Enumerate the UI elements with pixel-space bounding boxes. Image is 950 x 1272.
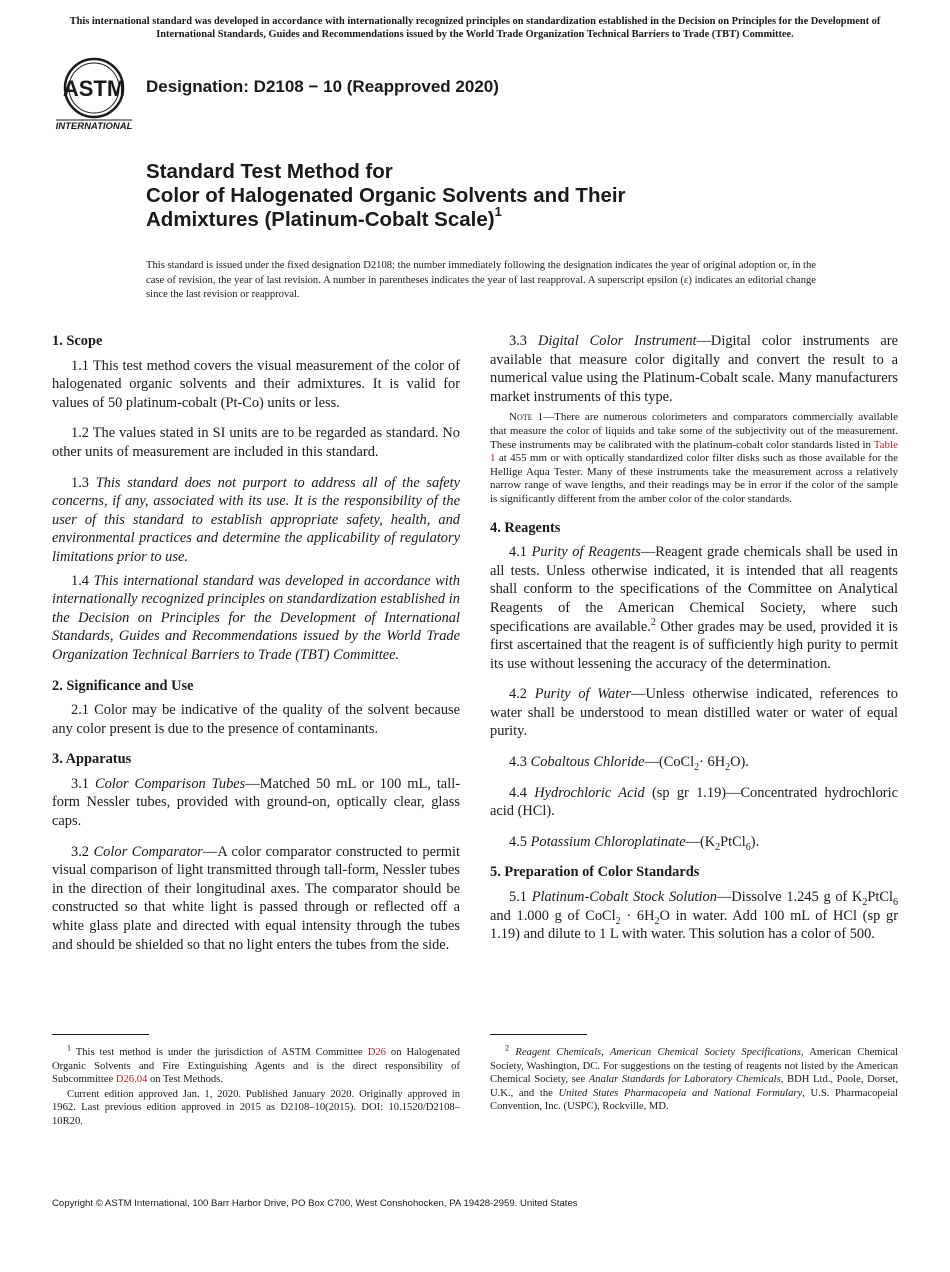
- document-title: [146, 160, 866, 232]
- paragraph-2-1: 2.1 Color may be indicative of the quality of the solvent because any color present is due to the presence of contaminants.: [52, 702, 460, 737]
- paragraph-4-5: 4.5 Potassium $Chloroplatinate—(K_2PtCl_6)$.: [509, 833, 760, 853]
- paragraph-1-3: 1.3 This standard does not purport to address all of the safety concerns, if any, associated with its use. It is the responsibility of the user of this standard to establish appropriate safety, health, and environmental practices and determine the applicability of regulatory limitations prior to use.: [52, 474, 460, 565]
- table-1-link[interactable]: Table 1: [490, 438, 898, 465]
- footnote-2-mark: 2: [650, 616, 656, 628]
- paragraph-4-4: 4.4 Hydrochloric Acid (sp gr 1.19)—Concentrated hydrochloric acid (HCl).: [490, 784, 898, 820]
- issuance-statement: This standard is issued under the fixed designation D2108; the number immediately following the designation indicates the year of original adoption or, in the case of revision, the year of last revision. A number in parentheses indicates the year of last reapproval. A superscript epsilon (ε) indicates an editorial change since the last revision or reapproval.: [146, 260, 816, 300]
- designation: Designation: D2108 − 10 (Reapproved 2020): [146, 77, 499, 96]
- paragraph-4-3: 4.3 Cobaltous Chloride—(CoCl$_2$· $6H_2O$).: [509, 754, 749, 773]
- astm-logo-icon: [52, 56, 136, 132]
- paragraph-3-3: 3.3 Digital Color Instrument—Digital color instruments are available that measure color digitally and convert the result to a numerical value using the Platinum-Cobalt scale. Many manufacturers market instruments of this type.: [490, 333, 898, 405]
- footnote-1: [52, 1043, 460, 1130]
- paragraph-3-1: 3.1 Color Comparison Tubes—Matched 50 mL or 100 mL, tall-form Nessler tubes, provided with ground-on, optically clear, glass caps.: [52, 775, 460, 830]
- paragraph-1-2: 1.2 The values stated in SI units are to be regarded as standard. No other units of measurement are included in this standard.: [52, 425, 460, 460]
- note-1: Note 1—There are numerous colorimeters and comparators commercially available that measure the color of liquids and take some of the subjectivity out of the measurement. These instruments may be calibrated with the platinum-cobalt color standards listed in Table 1 at 455 mm or with optically standardized color filter disks such as those available for the Hellige Aqua Tester. Many of these instruments take the measurement across a relatively narrow range of wave lengths, and their readings may be in error if the color of the sample is significantly different from the amber color of the color standards.: [490, 411, 898, 505]
- subcommittee-d26-04-link[interactable]: D26.04: [115, 1074, 148, 1086]
- paragraph-1-4: 1.4 This international standard was developed in accordance with internationally recognized principles on standardization established in the Decision on Principles for the Development of International Standards, Guides and Recommendations issued by the World Trade Organization Technical Barriers to Trade (TBT) Committee.: [52, 572, 460, 663]
- section-heading-scope: 1. Scope: [52, 333, 103, 349]
- footnote-rule-right: [490, 1034, 587, 1035]
- copyright-notice: Copyright © ASTM International, 100 Barr Harbor Drive, PO Box C700, West Conshohocken, PA 19428-2959. United States: [52, 1198, 578, 1209]
- footnote-2: [490, 1043, 899, 1115]
- title-footnote-mark: 1: [494, 204, 502, 220]
- top-notice: This international standard was developed in accordance with internationally recognized principles on standardization established in the Decision on Principles for the Development of International Standards, Guides and Recommendations issued by the World Trade Organization Technical Barriers to Trade (TBT) Committee.: [69, 16, 881, 40]
- section-heading-preparation: 5. Preparation of Color Standards: [490, 864, 700, 881]
- paragraph-3-2: 3.2 Color Comparator—A color comparator constructed to permit visual comparison of light transmitted through tall-form, Nessler tubes in the direction of their longitudinal axes. The comparator should be constructed so that white light is passed through or reflected off a white glass plate and directed with equal intensity through the tubes and should be shielded so that no light enters the tubes from the side.: [52, 843, 460, 953]
- section-heading-apparatus: 3. Apparatus: [52, 751, 132, 768]
- paragraph-4-1: 4.1 Purity of Reagents—Reagent grade chemicals shall be used in all tests. Unless otherwise indicated, it is intended that all reagents shall conform to the specifications of the Committee on Analytical Reagents of the American Chemical Society, where such specifications are available.$^2$ Other grades may be used, provided it is first ascertained that the reagent is of sufficiently high purity to permit its use without lessening the accuracy of the determination.: [490, 544, 898, 672]
- title-line-3: Admixtures (Platinum-Cobalt Scale): [146, 208, 495, 231]
- footnote-rule-left: [52, 1034, 149, 1035]
- left-column: [52, 332, 460, 959]
- section-heading-reagents: 4. Reagents: [490, 519, 561, 536]
- footnote-1-text: $^1$ This test method is under the jurisdiction of ASTM Committee D26 on Halogenated Organic Solvents and Fire Extinguishing Agents and is the direct responsibility of Subcommittee D26.04 on Test Methods.: [52, 1043, 460, 1086]
- section-heading-significance: 2. Significance and Use: [52, 677, 194, 694]
- right-column: [490, 332, 898, 949]
- title-line-1: Standard Test Method for: [146, 160, 393, 183]
- title-line-2: Color of Halogenated Organic Solvents and Their: [146, 184, 626, 207]
- logo-subtext: INTERNATIONAL: [55, 121, 133, 132]
- footnote-2-text: $^2$ Reagent Chemicals, American Chemical Society Specifications, American Chemical Society, Washington, DC. For suggestions on the testing of reagents not listed by the American Chemical Society, see Analar Standards for Laboratory Chemicals, BDH Ltd., Poole, Dorset, U.K., and the United States Pharmacopeia and National Formulary, U.S. Pharmacopeial Convention, Inc. (USPC), Rockville, MD.: [490, 1043, 899, 1113]
- paragraph-1-1: 1.1 This test method covers the visual measurement of the color of halogenated organic solvents and their admixtures. It is valid for values of 50 platinum-cobalt (Pt-Co) units or less.: [52, 357, 460, 411]
- note-label: Note 1: [509, 411, 544, 424]
- paragraph-5-1: 5.1 Platinum-Cobalt Stock Solution—Dissolve 1.245 g of $K_2PtCl_6$ and 1.000 g of CoCl$_2$ · $6H_2O$ in water. Add 100 mL of HCl (sp gr 1.19) and dilute to 1 L with water. This solution has a color of 500.: [490, 889, 898, 943]
- paragraph-4-2: 4.2 Purity of Water—Unless otherwise indicated, references to water shall be understood to mean distilled water or water of equal purity.: [490, 686, 898, 740]
- committee-d26-link[interactable]: D26: [367, 1047, 386, 1058]
- footnote-1-edition: Current edition approved Jan. 1, 2020. Published January 2020. Originally approved in 1962. Last previous edition approved in 2015 as D2108–10(2015). DOI: 10.1520/D2108–10R20.: [52, 1088, 460, 1127]
- logo-text: ASTM: [62, 76, 126, 101]
